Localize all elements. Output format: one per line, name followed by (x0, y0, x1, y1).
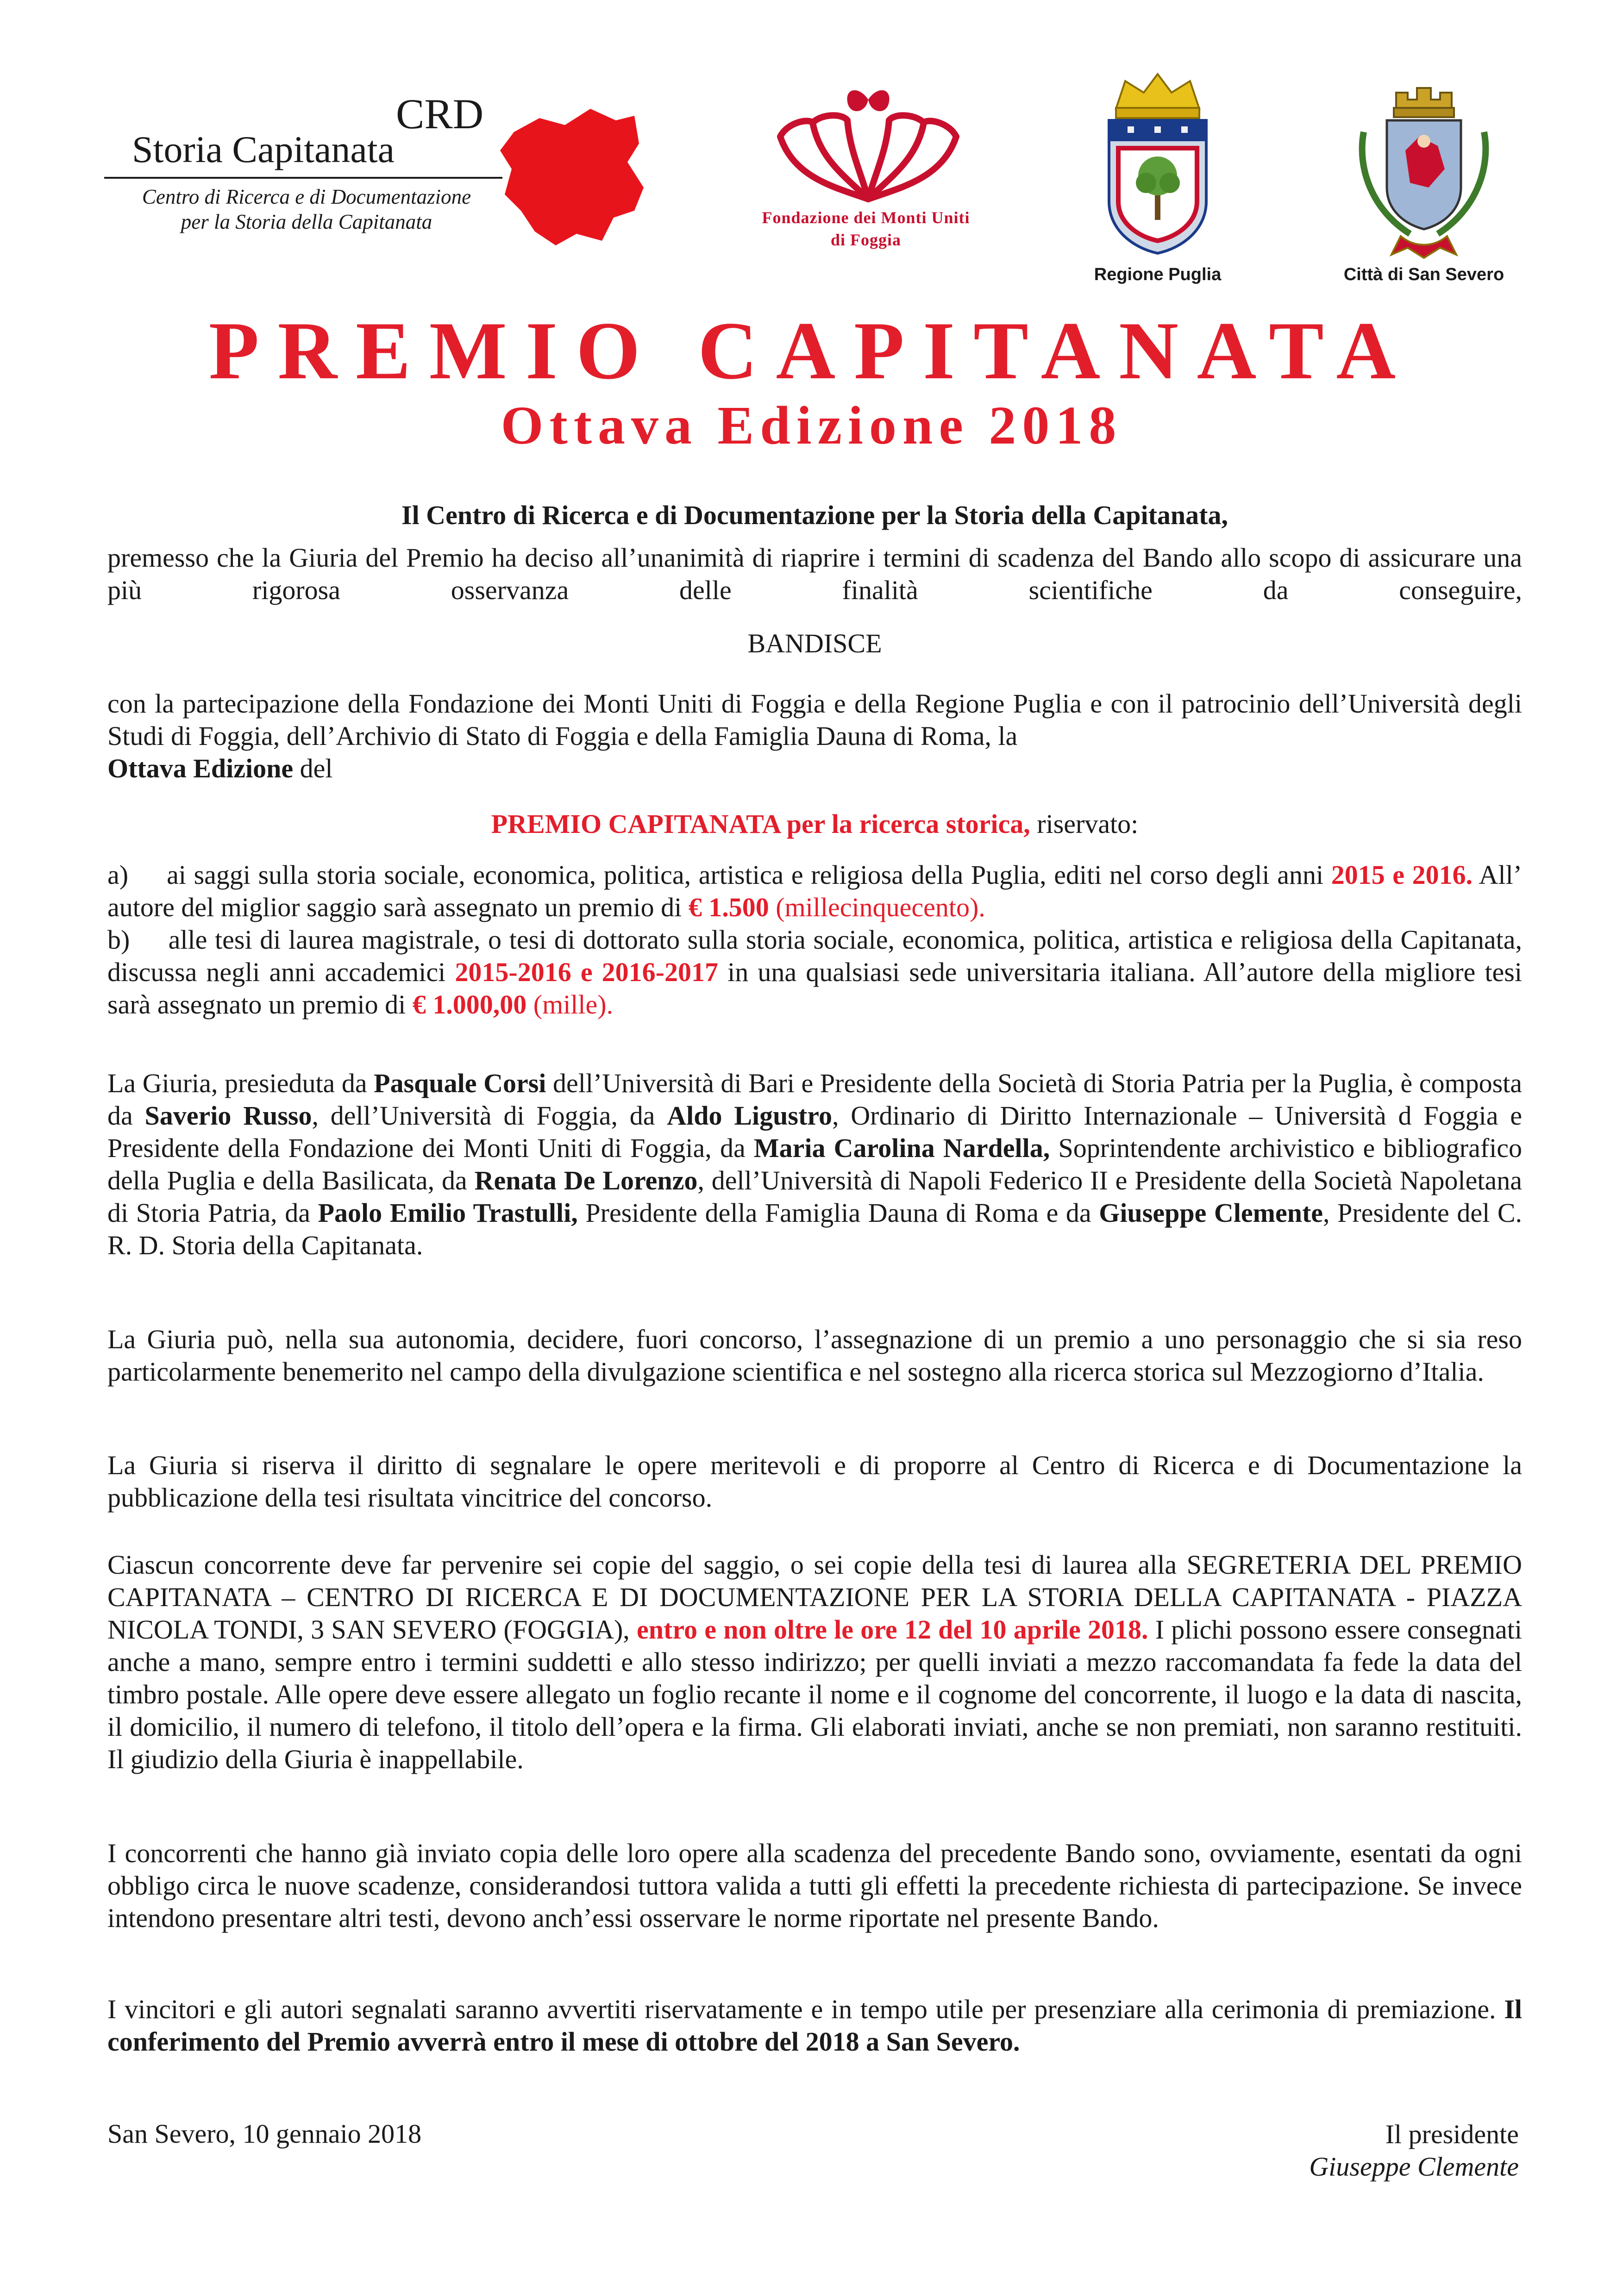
premio-item-a-label: a) (107, 860, 129, 890)
premio-item-b-text2: in una qualsiasi sede universitaria italiana. All’autore della migliore tesi sarà assegnato un premio di (107, 957, 1522, 1020)
invio-text1: Ciascun concorrente deve far pervenire sei copie del saggio, o sei copie della tesi di laurea alla SEGRETERIA DEL PREMIO CAPITANATA – CENTRO DI RICERCA E DI DOCUMENTAZIONE PER LA STORIA DELLA CAPITANATA - PIAZZA NICOLA TONDI, 3 SAN SEVERO (FOGGIA), (107, 1550, 1522, 1645)
signature-name: Giuseppe Clemente (1309, 2152, 1519, 2182)
premio-item-b-text1: alle tesi di laurea magistrale, o tesi di dottorato sulla storia sociale, economica, politica, artistica e religiosa della Capitanata, discussa negli anni accademici (107, 925, 1523, 987)
premio-heading (107, 808, 1522, 840)
premio-list (107, 859, 1522, 1021)
premio-item-a-years: 2015 e 2016. (1331, 860, 1473, 890)
giuria-n4: Maria Carolina Nardella, (753, 1133, 1050, 1163)
precedenti-paragraph: I concorrenti che hanno già inviato copia delle loro opere alla scadenza del precedente Bando sono, ovviamente, esentati da ogni obbligo circa le nuove scadenze, considerandosi tuttora valida a tutti gli effetti la precedente richiesta di partecipazione. Se invece intendono presentare altri testi, devono anch’essi osservare le norme riportate nel presente Bando. (107, 1838, 1522, 1933)
fuori-concorso-paragraph: La Giuria può, nella sua autonomia, decidere, fuori concorso, l’assegnazione di un premio a uno personaggio che si sia reso particolarmente benemerito nel campo della divulgazione scientifica e nel sostegno alla ricerca storica sul Mezzogiorno d’Italia. (107, 1324, 1522, 1387)
fondazione-flower-icon (766, 81, 970, 206)
citta-san-severo-crest-icon (1345, 76, 1503, 262)
vincitori-paragraph (107, 1993, 1522, 2058)
intro-heading-text: Il Centro di Ricerca e di Documentazione per la Storia della Capitanata, (401, 500, 1228, 530)
premio-item-b-amount: € 1.000,00 (412, 989, 527, 1020)
bandisce-heading: BANDISCE (747, 628, 882, 658)
signature-block (1241, 2118, 1519, 2183)
intro-heading (107, 499, 1522, 532)
premio-item-a-amount: € 1.500 (688, 892, 769, 922)
giuria-n3: Aldo Ligustro (667, 1101, 832, 1131)
giuria-n7: Giuseppe Clemente (1099, 1198, 1323, 1228)
fondazione-name (732, 206, 1000, 251)
giuria-n6: Paolo Emilio Trastulli, (318, 1198, 578, 1228)
giuria-paragraph (107, 1067, 1522, 1262)
capitanata-map-icon (495, 100, 648, 252)
partecipazione-text: con la partecipazione della Fondazione dei Monti Uniti di Foggia e della Regione Puglia e con il patrocinio dell’Università degli Studi di Foggia, dell’Archivio di Stato di Foggia e della Famiglia Dauna di Roma, la (107, 688, 1522, 751)
crd-name: Storia Capitanata (132, 128, 395, 170)
premio-heading-red: PREMIO CAPITANATA per la ricerca storica, (491, 809, 1030, 839)
crd-divider (104, 177, 502, 179)
crd-description (107, 184, 506, 234)
vincitori-bold: Il conferimento del Premio avverrà entro il mese di ottobre del 2018 a San Severo. (107, 1994, 1522, 2057)
giuria-p7: Presidente della Famiglia Dauna di Roma e da (577, 1198, 1099, 1228)
signature-role: Il presidente (1385, 2119, 1519, 2149)
fondazione-line2: di Foggia (830, 231, 901, 249)
premio-item-a-amount-words: (millecinquecento). (769, 892, 985, 922)
giuria-p3: , dell’Università di Foggia, da (312, 1101, 667, 1131)
premio-item-a-text1: ai saggi sulla storia sociale, economica, politica, artistica e religiosa della Puglia, editi nel corso degli anni (167, 860, 1331, 890)
giuria-p5: Soprintendente archivistico e bibliografico della Puglia e della Basilicata, da (107, 1133, 1523, 1195)
giuria-p6: , dell’Università di Napoli Federico II e Presidente della Società Napoletana di Storia Patria, da (107, 1165, 1523, 1228)
intro-premise: premesso che la Giuria del Premio ha deciso all’unanimità di riaprire i termini di scadenza del Bando allo scopo di assicurare una più rigorosa osservanza delle finalità scientifiche da conseguire, (107, 543, 1522, 605)
page-subtitle: Ottava Edizione 2018 (501, 395, 1122, 456)
premio-item-b-label: b) (107, 925, 130, 955)
crd-description-line1: Centro di Ricerca e di Documentazione (142, 185, 471, 208)
edizione-bold: Ottava Edizione (107, 753, 294, 783)
partecipazione-paragraph (107, 688, 1522, 785)
giuria-p1: La Giuria, presieduta da (107, 1068, 374, 1098)
premio-item-a-text2: All’ autore del miglior saggio sarà assegnato un premio di (107, 860, 1522, 922)
page-title: PREMIO CAPITANATA (208, 305, 1415, 396)
crd-acronym: CRD (396, 90, 484, 138)
crd-description-line2: per la Storia della Capitanata (181, 210, 432, 233)
vincitori-text: I vincitori e gli autori segnalati saranno avvertiti riservatamente e in tempo utile per presenziare alla cerimonia di premiazione. (107, 1994, 1504, 2024)
citta-san-severo-label: Città di San Severo (1343, 265, 1504, 284)
premio-item-b-years: 2015-2016 e 2016-2017 (455, 957, 718, 987)
premio-item-b (107, 924, 1522, 1021)
invio-text2: I plichi possono essere consegnati anche a mano, sempre entro i termini suddetti e allo stesso indirizzo; per quelli inviati a mezzo raccomandata fa fede la data del timbro postale. Alle opere deve essere allegato un foglio recante il nome e il cognome del concorrente, il luogo e la data di nascita, il domicilio, il numero di telefono, il titolo dell’opera e la firma. Gli elaborati inviati, anche se non premiati, non saranno restituiti. Il giudizio della Giuria è inappellabile. (107, 1614, 1522, 1774)
fondazione-line1: Fondazione dei Monti Uniti (762, 208, 970, 227)
giuria-n5: Renata De Lorenzo (474, 1165, 698, 1195)
invio-deadline: entro e non oltre le ore 12 del 10 aprile 2018. (637, 1614, 1148, 1645)
giuria-p4: , Ordinario di Diritto Internazionale – Università d Foggia e Presidente della Fondazione dei Monti Uniti di Foggia, da (107, 1101, 1522, 1163)
regione-puglia-label: Regione Puglia (1094, 265, 1222, 284)
giuria-p8: , Presidente del C. R. D. Storia della Capitanata. (107, 1198, 1523, 1260)
invio-paragraph (107, 1549, 1522, 1776)
premio-item-a (107, 859, 1522, 924)
edizione-tail: del (293, 753, 333, 783)
segnalazione-paragraph: La Giuria si riserva il diritto di segnalare le opere meritevoli e di proporre al Centro di Ricerca e di Documentazione la pubblicazione della tesi risultata vincitrice del concorso. (107, 1450, 1522, 1513)
giuria-n1: Pasquale Corsi (374, 1068, 546, 1098)
place-date: San Severo, 10 gennaio 2018 (107, 2119, 422, 2149)
giuria-n2: Saverio Russo (144, 1101, 312, 1131)
regione-puglia-crest-icon (1102, 72, 1213, 255)
premio-item-b-amount-words: (mille). (526, 989, 614, 1020)
giuria-p2: dell’Università di Bari e Presidente della Società di Storia Patria per la Puglia, è composta da (107, 1068, 1522, 1131)
premio-heading-tail: riservato: (1030, 809, 1139, 839)
